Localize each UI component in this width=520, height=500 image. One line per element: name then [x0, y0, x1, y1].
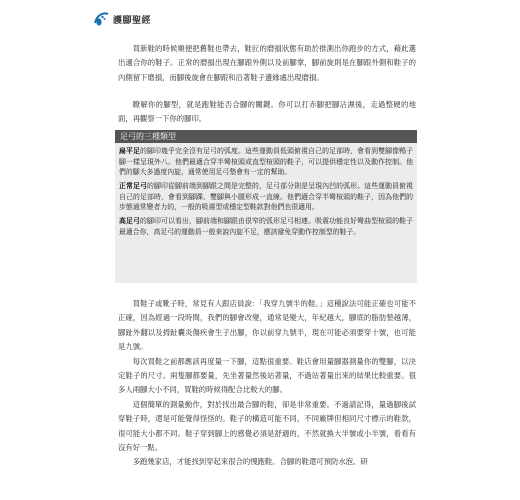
sidebar-title: 足弓的三種類型 [115, 130, 417, 143]
body-paragraph: 買鞋子或靴子時，常見有人跟店員說：「我穿九號半的鞋。」這種說法可能正確也可能不正確，因為經過一段時間，我們的腳會改變，通常是變大，年紀越大，腳底的脂肪墊越薄，腳趾外翻以及拇趾囊炎傷疾會生子出腳，你以前穿九號半，現在可能必須要穿十號，也可能是九號。 [118, 299, 416, 352]
page-header-title: 護腳聖經 [113, 15, 152, 26]
arch-types-sidebar [115, 130, 417, 283]
arch-type-item: 高足弓的腳印可以看出，腳前端和腳跟由很窄的弧形足弓相連。吸震功能良好彎曲型楦頭的鞋子最適合你，高足弓的運動員一般來說內旋不足，應該避免穿動作控制型的鞋子。 [119, 217, 414, 236]
arch-type-item: 正常足弓的腳印從腳前端到腳跟之間是完整的，足弓部分則是呈現內凹的弧形。這些運動員俯視自己的足部時，會看到腳踝、雙腳與小腿形成一直線。他們適合穿半彎楦頭的鞋子，因為他們的步態通常變者力的，一般的吸震型或穩定型鞋款對他們也很適用。 [119, 182, 414, 211]
sidebar-body [115, 143, 417, 237]
intro-paragraph-1: 買新鞋的時候順便把舊鞋也帶去，鞋匠的磨損狀態有助於推測出你跑步的方式，藉此選出適合你的鞋子。正常的磨損出現在腳跟外側以及前腳掌，腳前旋則是在腳跟外側和鞋子的內側留下磨損，而腳後旋會在腳跟和沿著鞋子邊緣處出現磨損。 [118, 44, 416, 82]
body-paragraph: 這個簡單的測量動作，對於找出最合腳的鞋，卻是非常重要。不過請記得，量過腳後試穿鞋子時，還是可能覺得怪怪的。鞋子的構造可能不同，不同廠牌但相同尺寸標示的鞋款，很可能大小都不同。鞋子穿到腳上的感覺必須是舒適的，不然就換大半號或小半號，看看有沒有好一點。 [118, 399, 416, 453]
footprint-logo-icon [93, 11, 110, 27]
intro-paragraph-2: 瞭解你的腳型，就是跑鞋能否合腳的關鍵。你可以打赤腳把腳沾濕後，走過整硬的地面，再觀察一下你的腳印。 [118, 100, 416, 124]
running-header [93, 11, 151, 27]
body-paragraph: 多跑幾家店，才能找到穿起來很合的慢跑鞋。合腳的鞋還可預防水泡、研 [132, 457, 368, 467]
body-section-after-box [118, 297, 416, 470]
body-paragraph: 每次買鞋之前都應該再度量一下腳，這點很重要。鞋店會用量腳器測量你的雙腳，以決定鞋子的尺寸。兩隻腳都要量，先坐著量然後站著量，不過站著量出來的結果比較重要。很多人兩腳大小不同，買鞋的時候得配合比較大的腳。 [118, 356, 416, 395]
arch-type-item: 扁平足的腳印幾乎完全沒有足弓的弧度。這些運動員低頭俯視自己的足部時，會看到雙腳像鴨子腳一樣呈現外八。他們最適合穿半彎楦頭或直型楦頭的鞋子，可以提供穩定性以及動作控制。他們的腳大多過度內旋，通常使用足弓墊會有一定的幫助。 [119, 147, 414, 176]
